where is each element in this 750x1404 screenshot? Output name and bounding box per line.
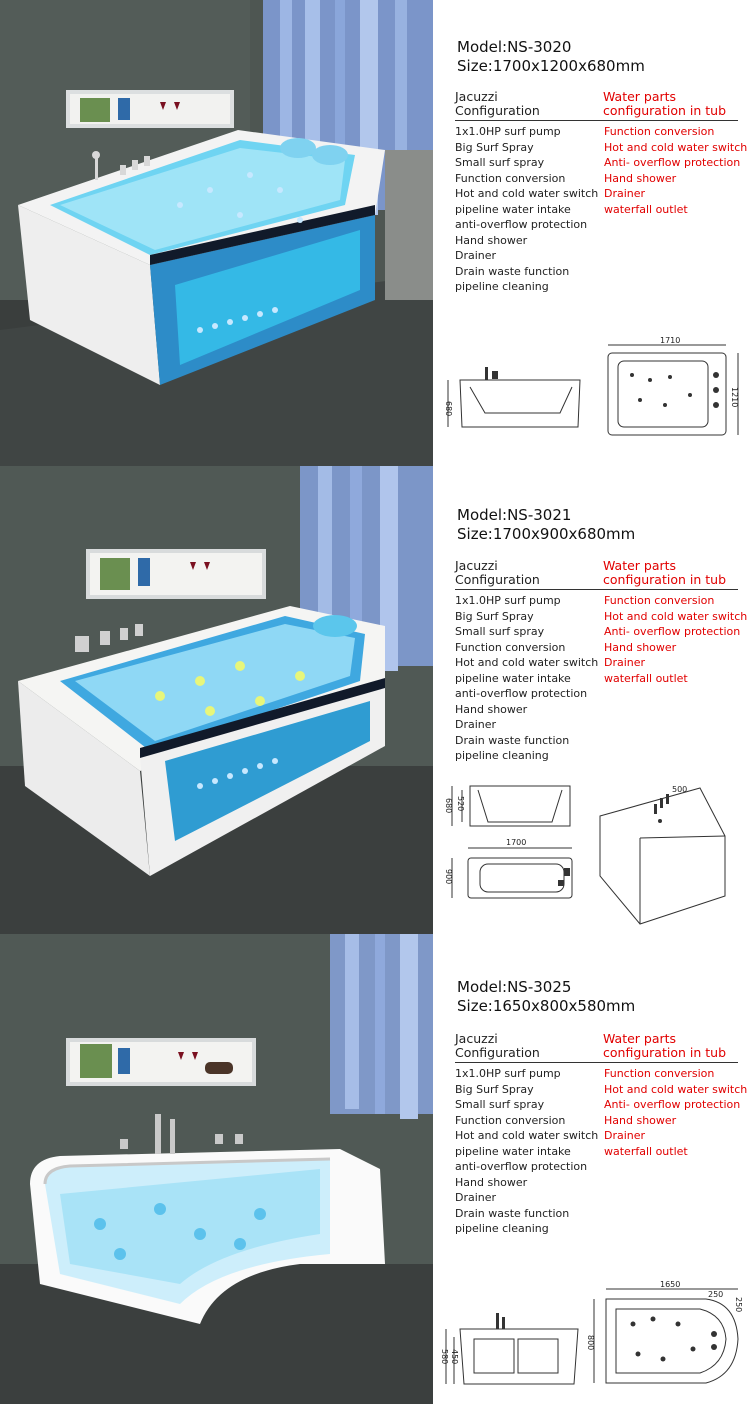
list-item: Hot and cold water switch [604,140,748,154]
size-label: Size:1700x1200x680mm [457,57,645,75]
list-item: Big Surf Spray [455,609,534,623]
list-item: Hot and cold water switch [455,187,599,200]
dimension-label: 1210 [730,387,739,408]
list-item: Big Surf Spray [455,140,534,154]
list-item: Hand shower [604,1113,677,1127]
list-item: Hot and cold water switch [455,656,599,669]
dimension-label: 250 [708,1290,724,1299]
list-item: Drain waste function [455,264,570,278]
dimension-label: 580 [440,1349,449,1365]
list-item: Function conversion [455,171,566,185]
list-item: Hand shower [604,171,677,185]
dimension-label: 1650 [660,1280,681,1289]
list-item: waterfall outlet [604,202,688,216]
jacuzzi-config-list [455,1066,598,1237]
dimension-label: 680 [444,798,453,814]
list-item: Drainer [604,1129,646,1142]
list-item: pipeline water intake [455,202,571,216]
list-item: Drainer [455,718,497,731]
jacuzzi-configuration-header: Jacuzzi Configuration [455,89,540,118]
list-item: Function conversion [604,1067,715,1080]
list-item: 1x1.0HP surf pump [455,594,561,607]
water-parts-list [604,593,747,686]
list-item: anti-overflow protection [455,687,588,700]
list-item: Anti- overflow protection [604,156,741,169]
list-item: Function conversion [455,1113,566,1127]
dimension-label: 450 [450,1349,459,1365]
model-label: Model:NS-3021 [457,506,572,524]
list-item: Function conversion [455,640,566,654]
list-item: Hand shower [604,640,677,654]
size-label: Size:1650x800x580mm [457,997,636,1015]
list-item: Hand shower [455,233,528,247]
list-item: Big Surf Spray [455,1082,534,1096]
list-item: waterfall outlet [604,1144,688,1158]
product-photo-ns-3020 [0,0,433,466]
product-photo-ns-3025 [0,934,433,1404]
list-item: 1x1.0HP surf pump [455,125,561,138]
list-item: Hot and cold water switch [455,1129,599,1142]
water-parts-header: Water parts configuration in tub [603,558,727,587]
dimension-label: 1710 [660,336,681,345]
list-item: Hand shower [455,702,528,716]
water-parts-header: Water parts configuration in tub [603,89,727,118]
list-item: anti-overflow protection [455,1160,588,1173]
list-item: Small surf spray [455,156,545,169]
jacuzzi-config-list [455,124,598,295]
product-section-ns-3021 [0,466,750,934]
list-item: Drainer [455,249,497,262]
model-label: Model:NS-3025 [457,978,572,996]
list-item: Drain waste function [455,1206,570,1220]
list-item: 1x1.0HP surf pump [455,1067,561,1080]
product-section-ns-3025 [0,934,750,1404]
product-section-ns-3020 [0,0,750,466]
technical-drawing-ns-3021 [440,776,745,926]
water-parts-header: Water parts configuration in tub [603,1031,727,1060]
list-item: Drainer [604,656,646,669]
list-item: Drainer [604,187,646,200]
model-label: Model:NS-3020 [457,38,572,56]
list-item: Function conversion [604,125,715,138]
header-divider [455,120,738,121]
list-item: Hot and cold water switch [604,609,748,623]
list-item: Anti- overflow protection [604,1098,741,1111]
technical-drawing-ns-3020 [440,335,745,445]
size-label: Size:1700x900x680mm [457,525,636,543]
dimension-label: 1700 [506,838,527,847]
list-item: pipeline cleaning [455,280,549,293]
list-item: Drain waste function [455,733,570,747]
jacuzzi-config-list [455,593,598,764]
dimension-label: 250 [734,1297,743,1313]
list-item: waterfall outlet [604,671,688,685]
dimension-label: 900 [444,869,453,885]
list-item: pipeline water intake [455,671,571,685]
list-item: Small surf spray [455,1098,545,1111]
list-item: pipeline cleaning [455,749,549,762]
dimension-label: 800 [586,1335,595,1351]
product-photo-ns-3021 [0,466,433,934]
list-item: Anti- overflow protection [604,625,741,638]
list-item: pipeline water intake [455,1144,571,1158]
water-parts-list [604,1066,747,1159]
jacuzzi-configuration-header: Jacuzzi Configuration [455,558,540,587]
list-item: Drainer [455,1191,497,1204]
list-item: Hand shower [455,1175,528,1189]
water-parts-list [604,124,747,217]
list-item: Function conversion [604,594,715,607]
header-divider [455,1062,738,1063]
technical-drawing-ns-3025 [438,1279,745,1394]
list-item: Hot and cold water switch [604,1082,748,1096]
header-divider [455,589,738,590]
list-item: anti-overflow protection [455,218,588,231]
dimension-label: 520 [456,796,465,812]
dimension-label: 500 [672,785,688,794]
list-item: pipeline cleaning [455,1222,549,1235]
list-item: Small surf spray [455,625,545,638]
dimension-label: 680 [444,401,453,417]
jacuzzi-configuration-header: Jacuzzi Configuration [455,1031,540,1060]
